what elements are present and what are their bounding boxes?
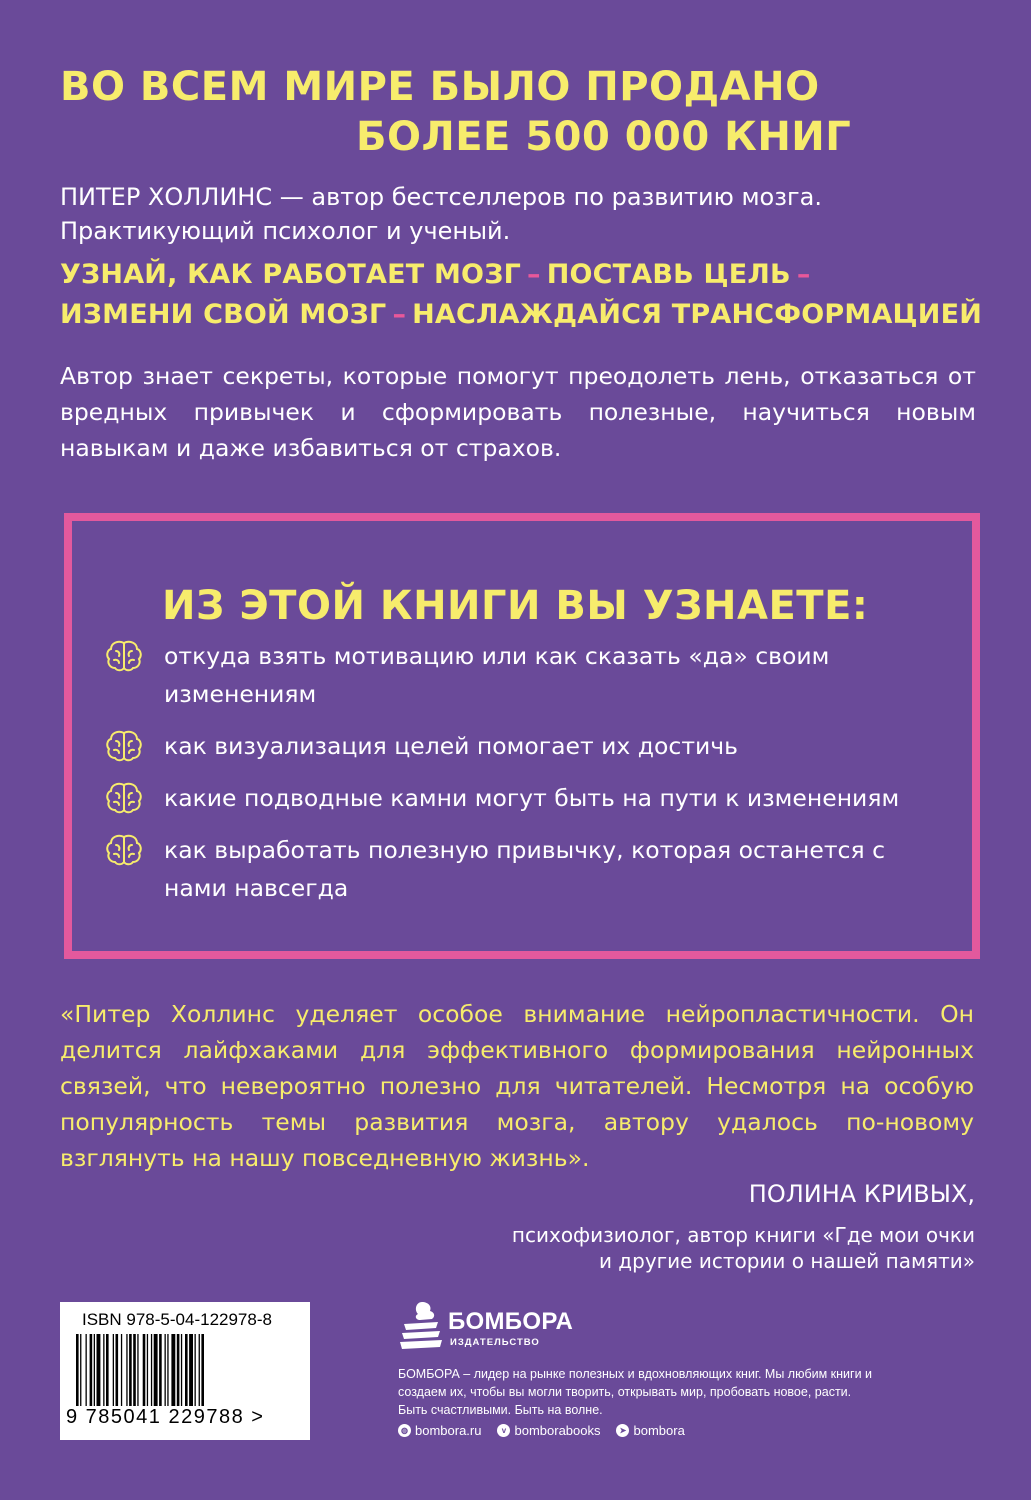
benefits-title: ИЗ ЭТОЙ КНИГИ ВЫ УЗНАЕТЕ: <box>162 583 869 629</box>
social-links <box>398 1423 685 1438</box>
social-label: bombora.ru <box>415 1423 482 1438</box>
step-change: ИЗМЕНИ СВОЙ МОЗГ <box>60 299 387 330</box>
step-enjoy: НАСЛАЖДАЙСЯ ТРАНСФОРМАЦИЕЙ <box>412 299 983 330</box>
vk-icon: v <box>497 1424 510 1437</box>
quote-role-line-1: психофизиолог, автор книги «Где мои очки <box>511 1223 975 1247</box>
quote-author: ПОЛИНА КРИВЫХ, <box>748 1180 975 1208</box>
publisher-brand: БОМБОРА <box>448 1308 574 1335</box>
quote-role-line-2: и другие истории о нашей памяти» <box>598 1249 975 1273</box>
quote-author-role <box>455 1222 975 1274</box>
social-link-telegram[interactable] <box>616 1423 684 1438</box>
publisher-logo <box>398 1300 598 1356</box>
telegram-icon: ➤ <box>616 1424 629 1437</box>
step-goal: ПОСТАВЬ ЦЕЛЬ <box>546 259 791 290</box>
headline <box>60 62 851 162</box>
list-item <box>102 727 952 765</box>
brain-icon <box>104 781 144 815</box>
isbn-number: ISBN 978-5-04-122978-8 <box>82 1310 272 1329</box>
list-item <box>102 779 952 817</box>
barcode-digits: 9 785041 229788 > <box>66 1406 265 1428</box>
author-bio: ПИТЕР ХОЛЛИНС — автор бестселлеров по развитию мозга. Практикующий психолог и ученый. <box>60 183 822 245</box>
review-quote: «Питер Холлинс уделяет особое внимание нейропластичности. Он делится лайфхаками для эффективного формирования нейронных связей, что невероятно полезно для читателей. Несмотря на особую популярность темы развития мозга, автору удалось по-новому взглянуть на нашу повседневную жизнь». <box>60 1000 974 1172</box>
benefits-list <box>102 637 952 907</box>
isbn-barcode <box>60 1302 310 1440</box>
brain-icon <box>104 639 144 673</box>
publisher-sub: ИЗДАТЕЛЬСТВО <box>450 1337 540 1348</box>
book-description: Автор знает секреты, которые помогут преодолеть лень, отказаться от вредных привычек и сформировать полезные, научиться новым навыкам и даже избавиться от страхов. <box>60 362 976 462</box>
step-learn: УЗНАЙ, КАК РАБОТАЕТ МОЗГ <box>60 259 521 290</box>
brain-icon <box>104 729 144 763</box>
benefit-text: как визуализация целей помогает их достичь <box>164 732 739 760</box>
list-item <box>102 831 952 907</box>
step-separator: – <box>392 299 407 330</box>
benefit-text: как выработать полезную привычку, которая останется с нами навсегда <box>164 836 885 902</box>
step-separator: – <box>526 259 541 290</box>
social-label: bomborabooks <box>514 1423 601 1438</box>
publisher-about: БОМБОРА – лидер на рынке полезных и вдохновляющих книг. Мы любим книги и создаем их, чтобы вы могли творить, открывать мир, пробовать новое, расти. Быть счастливыми. Быть на волне. <box>398 1367 873 1417</box>
headline-line-2: БОЛЕЕ 500 000 КНИГ <box>356 114 852 160</box>
barcode-bars <box>76 1334 296 1406</box>
social-link-vk[interactable] <box>497 1423 600 1438</box>
brain-icon <box>104 833 144 867</box>
social-link-site[interactable] <box>398 1423 481 1438</box>
globe-icon: ◍ <box>398 1424 411 1437</box>
steps-tagline <box>60 255 1000 335</box>
step-separator: – <box>796 259 811 290</box>
benefits-box <box>64 513 980 959</box>
social-label: bombora <box>633 1423 685 1438</box>
headline-line-1: ВО ВСЕМ МИРЕ БЫЛО ПРОДАНО <box>60 64 820 110</box>
benefit-text: какие подводные камни могут быть на пути к изменениям <box>164 784 900 812</box>
list-item <box>102 637 952 713</box>
bombora-logo-icon <box>398 1300 444 1354</box>
benefit-text: откуда взять мотивацию или как сказать «да» своим изменениям <box>164 642 830 708</box>
